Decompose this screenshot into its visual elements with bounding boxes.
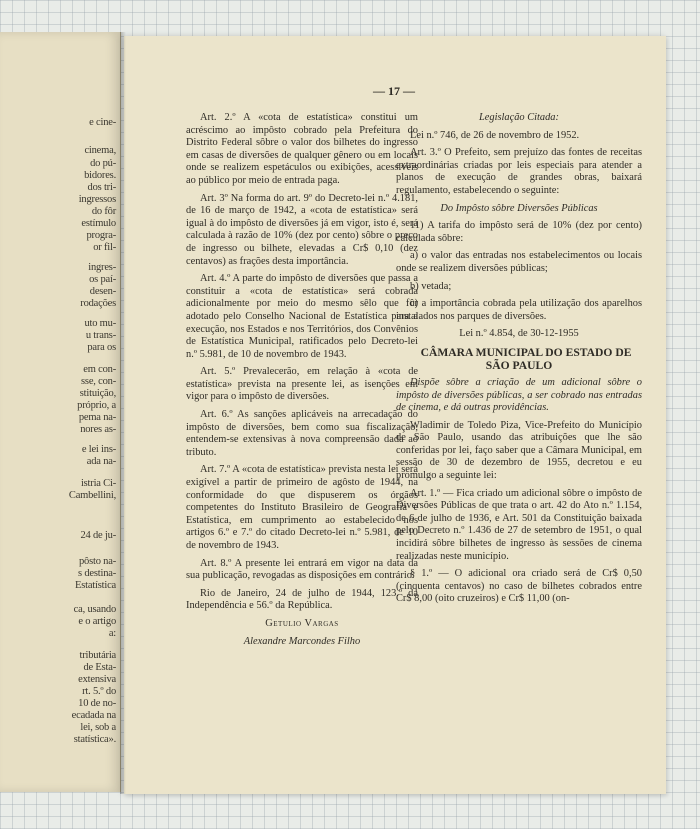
- left-page-line: uto mu-: [84, 318, 116, 329]
- signature-vargas: Getulio Vargas: [265, 617, 339, 629]
- left-page-line: de Esta-: [83, 662, 116, 673]
- left-page-line: Cambellini,: [68, 490, 116, 501]
- left-page-line: pema na-: [78, 412, 116, 423]
- left-page-line: a:: [108, 628, 116, 639]
- left-page-line: sse, con-: [81, 376, 116, 387]
- left-page-line: nores as-: [80, 424, 116, 435]
- left-page-line: 10 de no-: [78, 698, 116, 709]
- left-page-line: statística».: [73, 734, 116, 745]
- left-page: [0, 32, 121, 792]
- left-page-line: 24 de ju-: [80, 530, 116, 541]
- paragraph-par1: § 1.º — O adicional ora criado será de Cr$ 0,50 (cinquenta centavos) no caso de bilhetes cobrados entre Cr$ 8,00 (oito cruzeiros) e Cr$ 11,00 (on-: [396, 568, 642, 605]
- paragraph-art8: Art. 8.º A presente lei entrará em vigor na data da sua publicação, revogadas as disposições em contrário.: [186, 557, 418, 582]
- left-page-line: e lei ins-: [81, 444, 116, 455]
- subtitle-imposto: Do Impôsto sôbre Diversões Públicas: [440, 202, 598, 214]
- left-page-line: u trans-: [85, 330, 116, 341]
- left-page-line: desen-: [89, 286, 116, 297]
- left-page-line: bidores.: [84, 170, 116, 181]
- left-page-line: Estatística: [75, 580, 116, 591]
- left-page-line: ingressos: [78, 194, 116, 205]
- left-page-line: para os: [87, 342, 116, 353]
- right-column: [396, 112, 642, 611]
- heading-camara: CÂMARA MUNICIPAL DO ESTADO DE SÃO PAULO: [420, 345, 632, 372]
- fold-shadow: [120, 32, 126, 794]
- paragraph-ementa: Dispõe sôbre a criação de um adicional sôbre o impôsto de diversões públicas, a ser cobrado nas entradas de cinema, e dá outras providências.: [396, 376, 642, 414]
- left-page-line: dos tri-: [87, 182, 116, 193]
- left-page-line: próprio, a: [77, 400, 116, 411]
- left-page-line: e cine-: [89, 117, 116, 128]
- paragraph-item-b: b) vetada;: [410, 280, 452, 292]
- paragraph-item-a: a) o valor das entradas nos estabelecimentos ou locais onde se realizem diversões públicas;: [396, 250, 642, 274]
- left-page-line: os paí-: [89, 274, 116, 285]
- left-page-line: rodações: [80, 298, 116, 309]
- paragraph-art6: Art. 6.º As sanções aplicáveis na arrecadação do impôsto de diversões, bem como sua fiscalização, entendem-se extensivas à nova compreensão dada ao tributo.: [186, 409, 418, 458]
- left-page-line: rt. 5.º do: [82, 686, 116, 697]
- paragraph-preambulo: Wladimir de Toledo Piza, Vice-Prefeito do Município de São Paulo, usando das atribuições que lhe são conferidas por lei, faço saber que a Câmara Municipal, em sessão de 30 de dezembro de 1955, decretou e eu promulgo a seguinte lei:: [396, 419, 642, 482]
- paragraph-art3-prefeito: Art. 3.º O Prefeito, sem prejuízo das fontes de receitas extraordinárias criadas por leis especiais para atender a planos de execução de grandes obras, baixará regulamento, estabelecendo o seguinte:: [396, 147, 642, 196]
- left-page-line: ca, usando: [73, 604, 116, 615]
- signature-marcondes: Alexandre Marcondes Filho: [243, 635, 361, 647]
- left-page-line: cinema,: [84, 145, 116, 156]
- left-page-line: estímulo: [81, 218, 116, 229]
- paragraph-item-11: 11) A tarifa do impôsto será de 10% (dez por cento) calculada sôbre:: [396, 220, 642, 244]
- paragraph-art2: Art. 2.º A «cota de estatística» constitui um acréscimo ao impôsto cobrado pela Prefeitura do Distrito Federal sôbre o valor dos bilhetes do ingresso em casas de diversões de qualquer gênero ou em locais onde se realizem espetáculos ou exibições, acessíveis ao público por meio de entrada paga.: [186, 112, 418, 186]
- paragraph-item-c: c) a importância cobrada pela utilização dos aparelhos instalados nos parques de diversões.: [396, 298, 642, 322]
- left-page-line: extensiva: [78, 674, 116, 685]
- paragraph-art3: Art. 3º Na forma do art. 9º do Decreto-lei n.º 4.181, de 16 de março de 1942, a «cota de estatística» será igual à do impôsto de diversões já em vigor, isto é, será calculada à razão de 10% (dez por cento) sôbre o preço de ingresso ou bilhete, elevadas a Cr$ 0,10 (dez centavos) as frações desta importância.: [186, 192, 418, 267]
- left-page-line: e o artigo: [78, 616, 116, 627]
- left-page-line: pôsto na-: [79, 556, 116, 567]
- left-page-line: ada na-: [86, 456, 116, 467]
- left-page-line: progra-: [86, 230, 116, 241]
- left-page-line: s destina-: [78, 568, 116, 579]
- paragraph-art7: Art. 7.º A «cota de estatística» prevista nesta lei será exigível a partir de primeiro de agôsto de 1944, na conformidade do que dispuserem os órgãos competentes do Instituto Brasileiro de Geografia e Estatística, em cumprimento ao estabelecido nos artigos 6.º e 7.º do citado Decreto-lei n.º 5.981, de 10 de novembro de 1943.: [186, 464, 418, 551]
- left-page-line: do fôr: [91, 206, 116, 217]
- left-column: [186, 112, 418, 653]
- left-page-line: stituição,: [79, 388, 116, 399]
- left-page-line: do pú-: [90, 158, 116, 169]
- main-page: [124, 36, 666, 794]
- paragraph-lei-746: Lei n.º 746, de 26 de novembro de 1952.: [410, 129, 580, 141]
- paragraph-art5: Art. 5.º Prevalecerão, em relação à «cota de estatística» prevista na presente lei, as isenções em vigor para o impôsto de diversões.: [186, 366, 418, 403]
- paragraph-date: Rio de Janeiro, 24 de julho de 1944, 123.º da Independência e 56.º da República.: [186, 587, 418, 612]
- paragraph-art4: Art. 4.º A parte do impôsto de diversões que passa a constituir a «cota de estatística» será cobrada adicionalmente por meio do mesmo sêlo que fôr adotado pelo Conselho Nacional de Estatística para a execução, nos Estados e nos Territórios, dos Convênios de Estatística Municipal, ratificados pelo Decreto-lei n.º 5.981, de 10 de novembro de 1943.: [186, 273, 418, 360]
- page-number: — 17 —: [373, 84, 415, 98]
- left-page-line: lei, sob a: [80, 722, 116, 733]
- paragraph-art1: Art. 1.º — Fica criado um adicional sôbre o impôsto de Diversões Públicas de que trata o art. 42 do Ato n.º 1.154, de 6 de julho de 1936, e Art. 501 da Constituição baixada pelo Decreto n.º 1.436 de 27 de setembro de 1951, o qual incidirá sôbre bilhetes de ingresso às sessões de cinema realizadas neste município.: [396, 487, 642, 562]
- left-page-line: or fil-: [93, 242, 116, 253]
- heading-lei-4854: Lei n.º 4.854, de 30-12-1955: [459, 328, 579, 340]
- left-page-line: ingres-: [88, 262, 116, 273]
- left-page-line: ecadada na: [71, 710, 116, 721]
- legislacao-citada-heading: Legislação Citada:: [479, 112, 559, 123]
- left-page-line: em con-: [83, 364, 116, 375]
- left-page-line: istria Ci-: [80, 478, 116, 489]
- left-page-line: tributária: [79, 650, 116, 661]
